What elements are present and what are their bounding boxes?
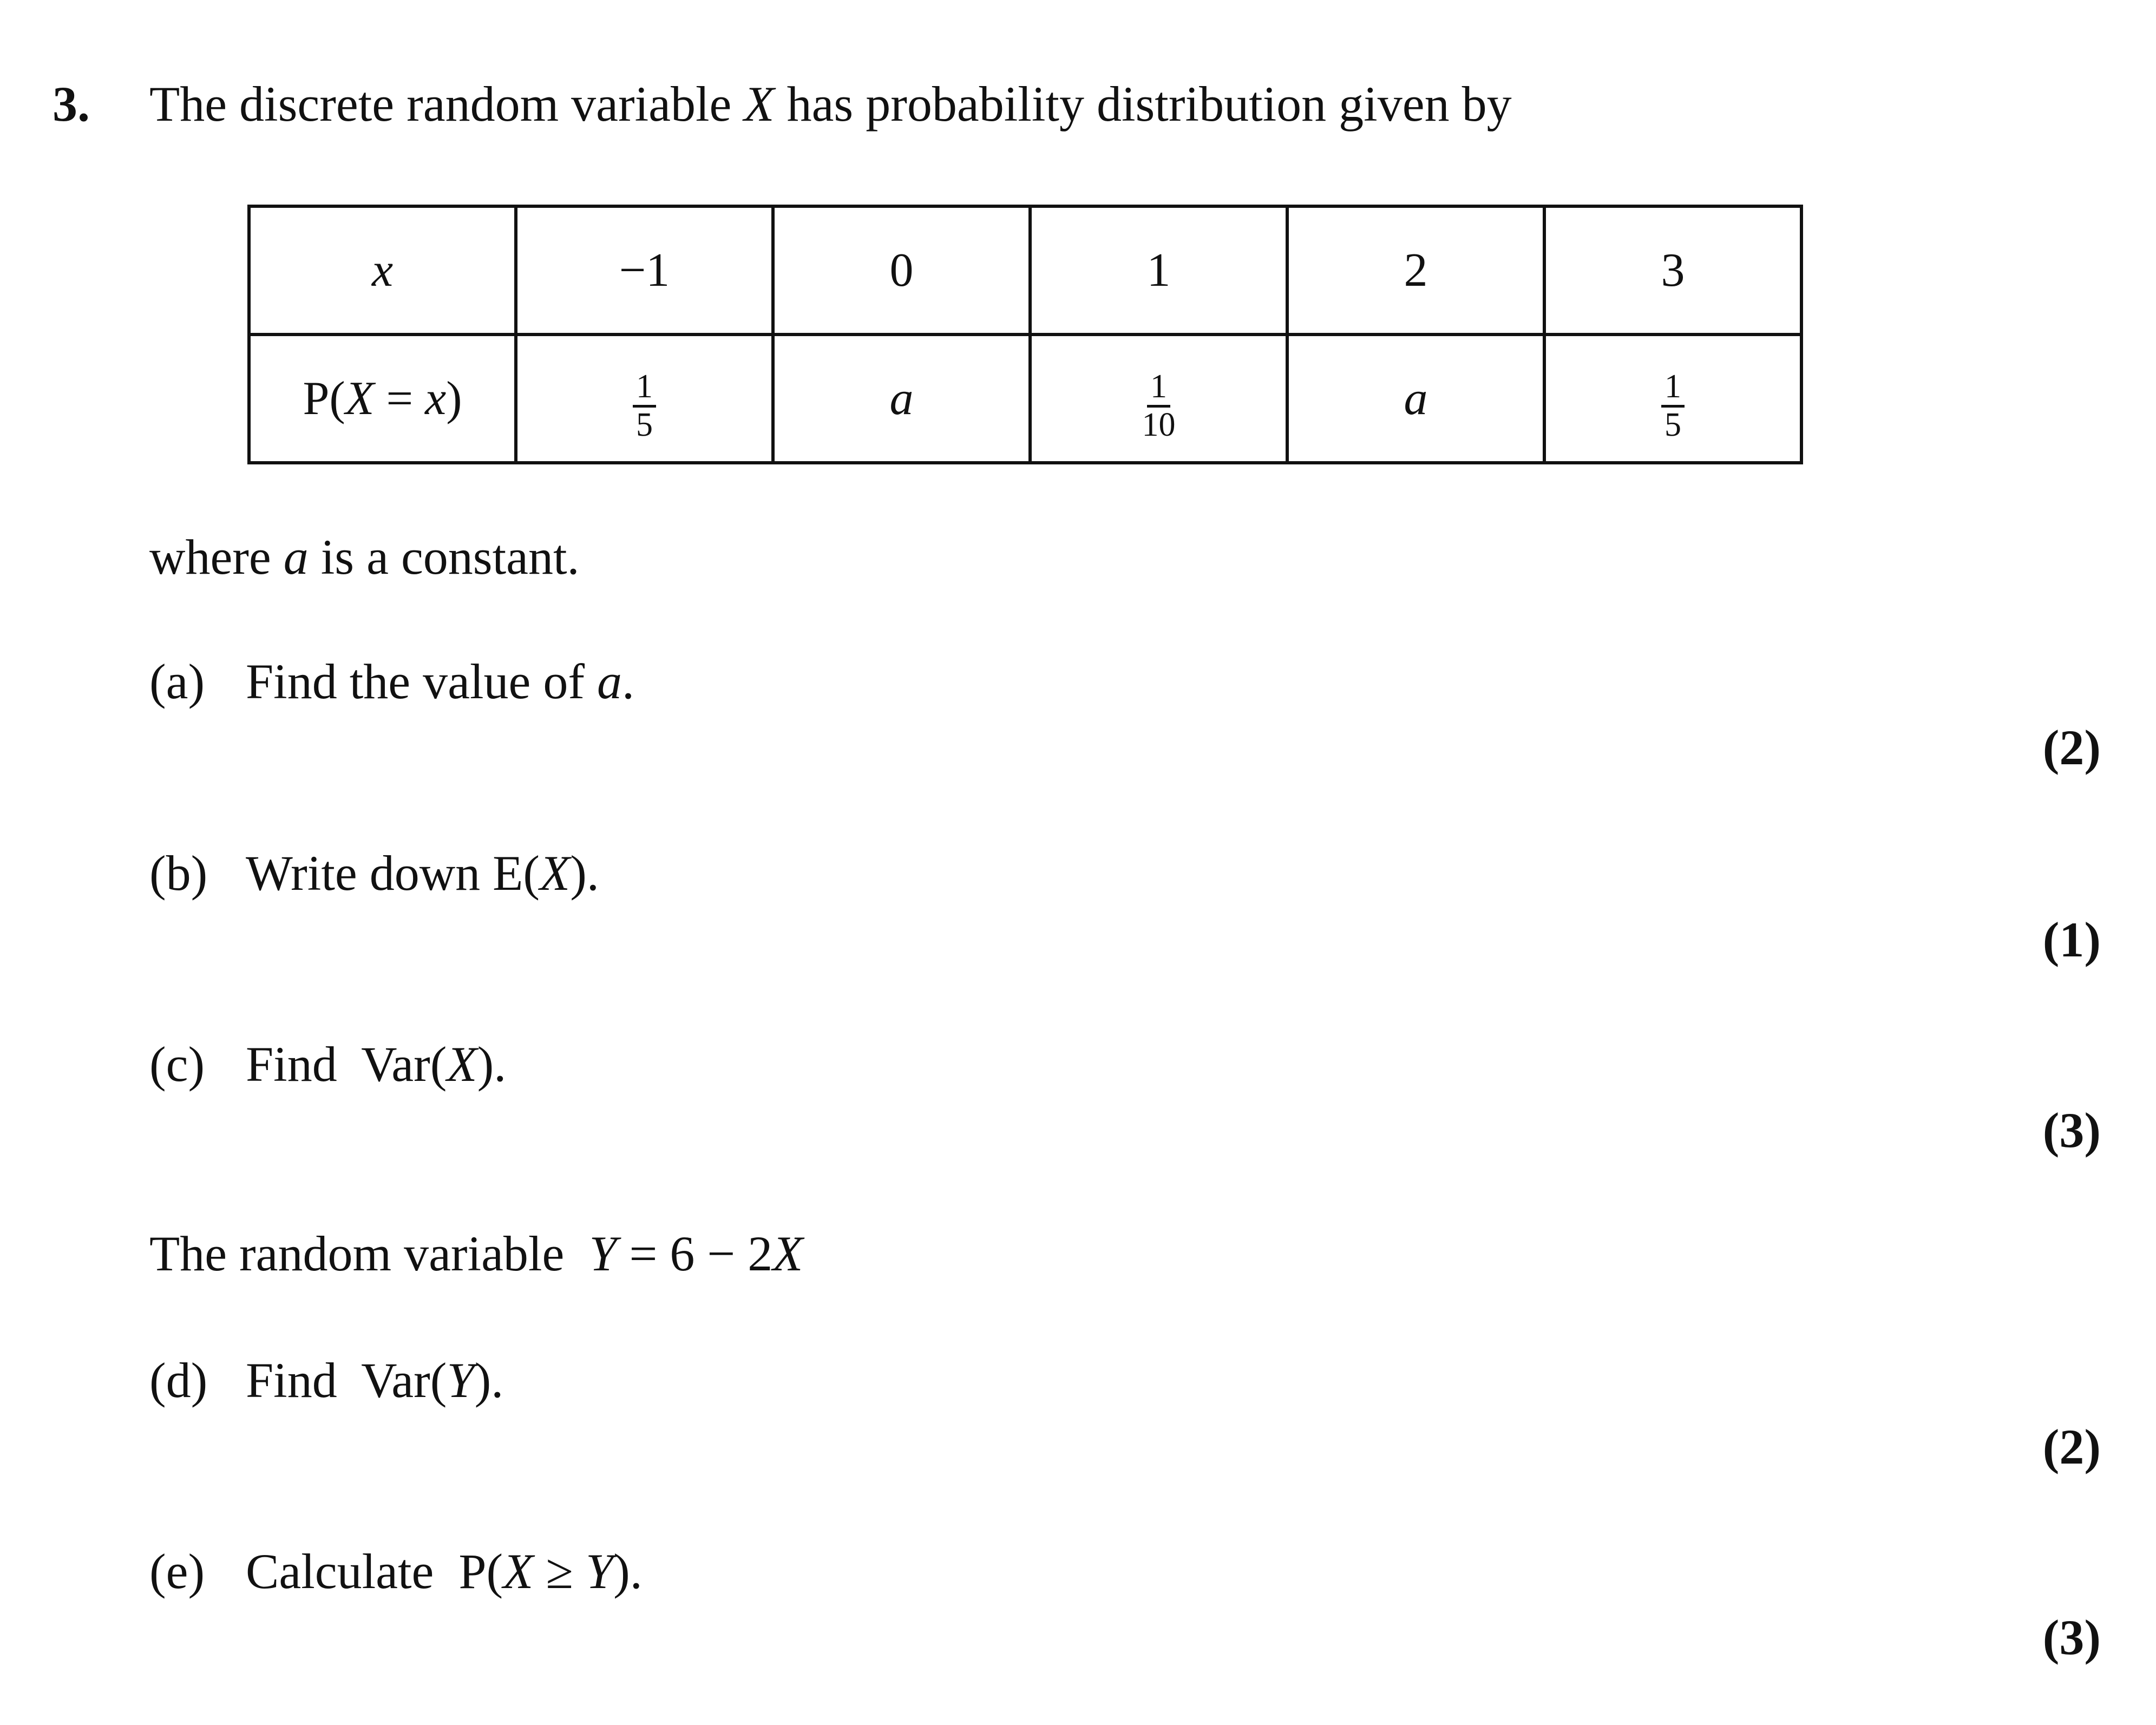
part-b-label: (b) (149, 845, 208, 901)
part-d-label: (d) (149, 1353, 208, 1408)
part-e-marks: (3) (2042, 1610, 2101, 1665)
prob-value: $\frac{1}{5}$ (1544, 334, 1801, 463)
x-value: 0 (773, 206, 1030, 334)
part-e-label: (e) (149, 1544, 205, 1599)
x-value: 1 (1030, 206, 1287, 334)
x-value: 3 (1544, 206, 1801, 334)
table-row-prob (249, 334, 1801, 463)
part-b-marks: (1) (2042, 912, 2101, 967)
part-d-text: Find Var(Y). (246, 1353, 504, 1408)
part-a-text: Find the value of a. (246, 654, 634, 709)
question-intro: The discrete random variable X has probability distribution given by (149, 76, 1512, 132)
part-c-marks: (3) (2042, 1103, 2101, 1158)
row-header-x: x (249, 206, 516, 334)
prob-value: a (1287, 334, 1544, 463)
prob-value: $\frac{1}{10}$ (1030, 334, 1287, 463)
prob-value: a (773, 334, 1030, 463)
question-number: 3. (53, 76, 90, 132)
part-a-label: (a) (149, 654, 205, 709)
x-value: 2 (1287, 206, 1544, 334)
x-value: −1 (516, 206, 773, 334)
y-definition: The random variable Y = 6 − 2X (149, 1226, 803, 1281)
probability-table (247, 205, 1803, 464)
part-c-text: Find Var(X). (246, 1037, 507, 1092)
part-b-text: Write down E(X). (246, 845, 599, 901)
part-c-label: (c) (149, 1037, 205, 1092)
table-row-x (249, 206, 1801, 334)
part-e-text: Calculate P(X ≥ Y). (246, 1544, 643, 1599)
where-statement: where a is a constant. (149, 529, 580, 585)
prob-value: $\frac{1}{5}$ (516, 334, 773, 463)
row-header-prob: P(X = x) (249, 334, 516, 463)
part-a-marks: (2) (2042, 720, 2101, 775)
part-d-marks: (2) (2042, 1419, 2101, 1474)
